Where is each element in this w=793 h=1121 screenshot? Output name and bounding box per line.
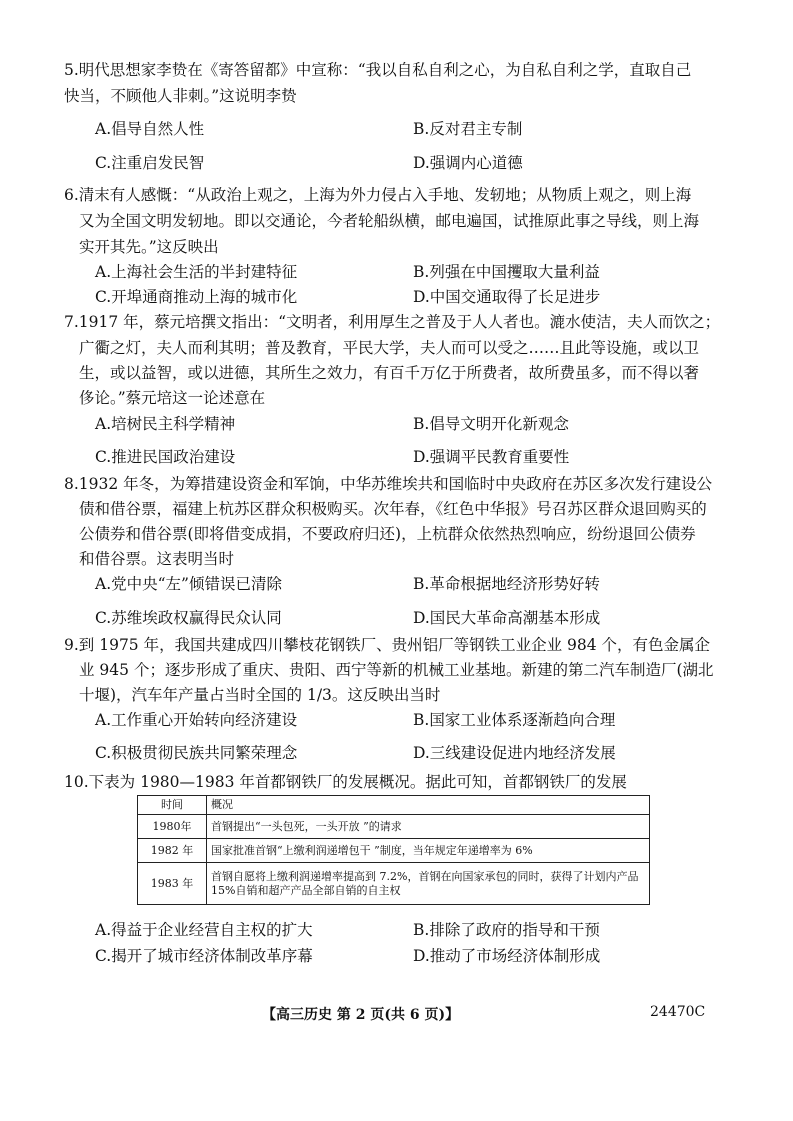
q7-option-d: D.强调平民教育重要性 — [413, 448, 570, 466]
q8-option-a: A.党中央“左”倾错误已清除 — [95, 575, 282, 593]
q9-stem-line-3: 十堰)，汽车年产量占当时全国的 1/3。这反映出当时 — [79, 686, 441, 704]
q8-option-b: B.革命根据地经济形势好转 — [413, 575, 600, 593]
table-row — [138, 839, 650, 863]
table-cell-overview: 首钢提出“一头包死，一头开放 ”的请求 — [207, 815, 650, 839]
q6-stem-line-1: 6.清末有人感慨：“从政治上观之，上海为外力侵占入手地、发轫地；从物质上观之，则上海 — [64, 186, 692, 204]
q7-stem-line-1: 7.1917 年，蔡元培撰文指出：“文明者，利用厚生之普及于人人者也。漉水使洁，夫人而饮之； — [64, 313, 721, 331]
table-cell-overview: 国家批准首钢“上缴利润递增包干 ”制度，当年规定年递增率为 6% — [207, 839, 650, 863]
q7-option-a: A.培树民主科学精神 — [95, 415, 236, 433]
q8-stem-line-3: 公债券和借谷票(即将借变成捐，不要政府归还)，上杭群众依然热烈响应，纷纷退回公债券 — [79, 525, 696, 543]
q10-option-c: C.揭开了城市经济体制改革序幕 — [95, 947, 313, 965]
table-cell-year: 1982 年 — [138, 839, 207, 863]
q6-stem-line-2: 又为全国文明发轫地。即以交通论，今者轮船纵横，邮电遍国，试推原此事之导线，则上海 — [79, 212, 700, 230]
page-footer-label: 【高三历史 第 2 页(共 6 页)】 — [262, 1007, 460, 1023]
q5-option-b: B.反对君主专制 — [413, 120, 523, 138]
q5-option-d: D.强调内心道德 — [413, 154, 523, 172]
q8-stem-line-4: 和借谷票。这表明当时 — [79, 550, 235, 568]
q5-option-a: A.倡导自然人性 — [95, 120, 205, 138]
q9-stem-line-1: 9.到 1975 年，我国共建成四川攀枝花钢铁厂、贵州铝厂等钢铁工业企业 984 个，有色金属企 — [64, 636, 711, 654]
q9-stem-line-2: 业 945 个；逐步形成了重庆、贵阳、西宁等新的机械工业基地。新建的第二汽车制造厂(湖北 — [79, 661, 714, 679]
q9-option-b: B.国家工业体系逐渐趋向合理 — [413, 711, 616, 729]
q9-option-a: A.工作重心开始转向经济建设 — [95, 711, 298, 729]
q9-option-c: C.积极贯彻民族共同繁荣理念 — [95, 744, 298, 762]
q8-stem-line-2: 债和借谷票，福建上杭苏区群众积极购买。次年春，《红色中华报》号召苏区群众退回购买的 — [79, 500, 707, 518]
q6-stem-line-3: 实开其先。”这反映出 — [79, 238, 219, 256]
q7-option-c: C.推进民国政治建设 — [95, 448, 236, 466]
q10-option-b: B.排除了政府的指导和干预 — [413, 921, 600, 939]
q9-option-d: D.三线建设促进内地经济发展 — [413, 744, 616, 762]
q5-stem-line-1: 5.明代思想家李贽在《寄答留都》中宣称：“我以自私自利之心，为自私自利之学，直取自己 — [64, 61, 692, 79]
q6-option-d: D.中国交通取得了长足进步 — [413, 288, 601, 306]
q10-stem: 10.下表为 1980—1983 年首都钢铁厂的发展概况。据此可知，首都钢铁厂的发展 — [64, 773, 627, 791]
q8-stem-line-1: 8.1932 年冬，为筹措建设资金和军饷，中华苏维埃共和国临时中央政府在苏区多次发行建设公 — [64, 475, 713, 493]
table-cell-overview: 首钢自愿将上缴利润递增率提高到 7.2%，首钢在向国家承包的同时，获得了计划内产品 15%自销和超产产品全部自销的自主权 — [207, 863, 650, 905]
q6-option-c: C.开埠通商推动上海的城市化 — [95, 288, 298, 306]
q10-table — [137, 795, 650, 905]
table-header-time: 时间 — [138, 796, 207, 815]
q10-option-a: A.得益于企业经营自主权的扩大 — [95, 921, 313, 939]
q7-stem-line-3: 生，或以益智，或以进德，其所生之效力，有百千万亿于所费者，故所费虽多，而不得以奢 — [79, 364, 700, 382]
q7-stem-line-2: 广衢之灯，夫人而利其明；普及教育，平民大学，夫人而可以受之……且此等设施，或以卫 — [79, 339, 700, 357]
q7-option-b: B.倡导文明开化新观念 — [413, 415, 569, 433]
q5-option-c: C.注重启发民智 — [95, 154, 205, 172]
table-cell-year: 1983 年 — [138, 863, 207, 905]
table-header-row — [138, 796, 650, 815]
table-header-overview: 概况 — [207, 796, 650, 815]
table-cell-year: 1980年 — [138, 815, 207, 839]
table-row — [138, 815, 650, 839]
q8-option-c: C.苏维埃政权赢得民众认同 — [95, 609, 282, 627]
q7-stem-line-4: 侈论。”蔡元培这一论述意在 — [79, 389, 266, 407]
q6-option-a: A.上海社会生活的半封建特征 — [95, 263, 298, 281]
q8-option-d: D.国民大革命高潮基本形成 — [413, 609, 601, 627]
table-row — [138, 863, 650, 905]
q5-stem-line-2: 快当，不顾他人非刺。”这说明李贽 — [64, 87, 297, 105]
q6-option-b: B.列强在中国攫取大量利益 — [413, 263, 600, 281]
q10-option-d: D.推动了市场经济体制形成 — [413, 947, 601, 965]
exam-code: 24470C — [650, 1004, 706, 1020]
